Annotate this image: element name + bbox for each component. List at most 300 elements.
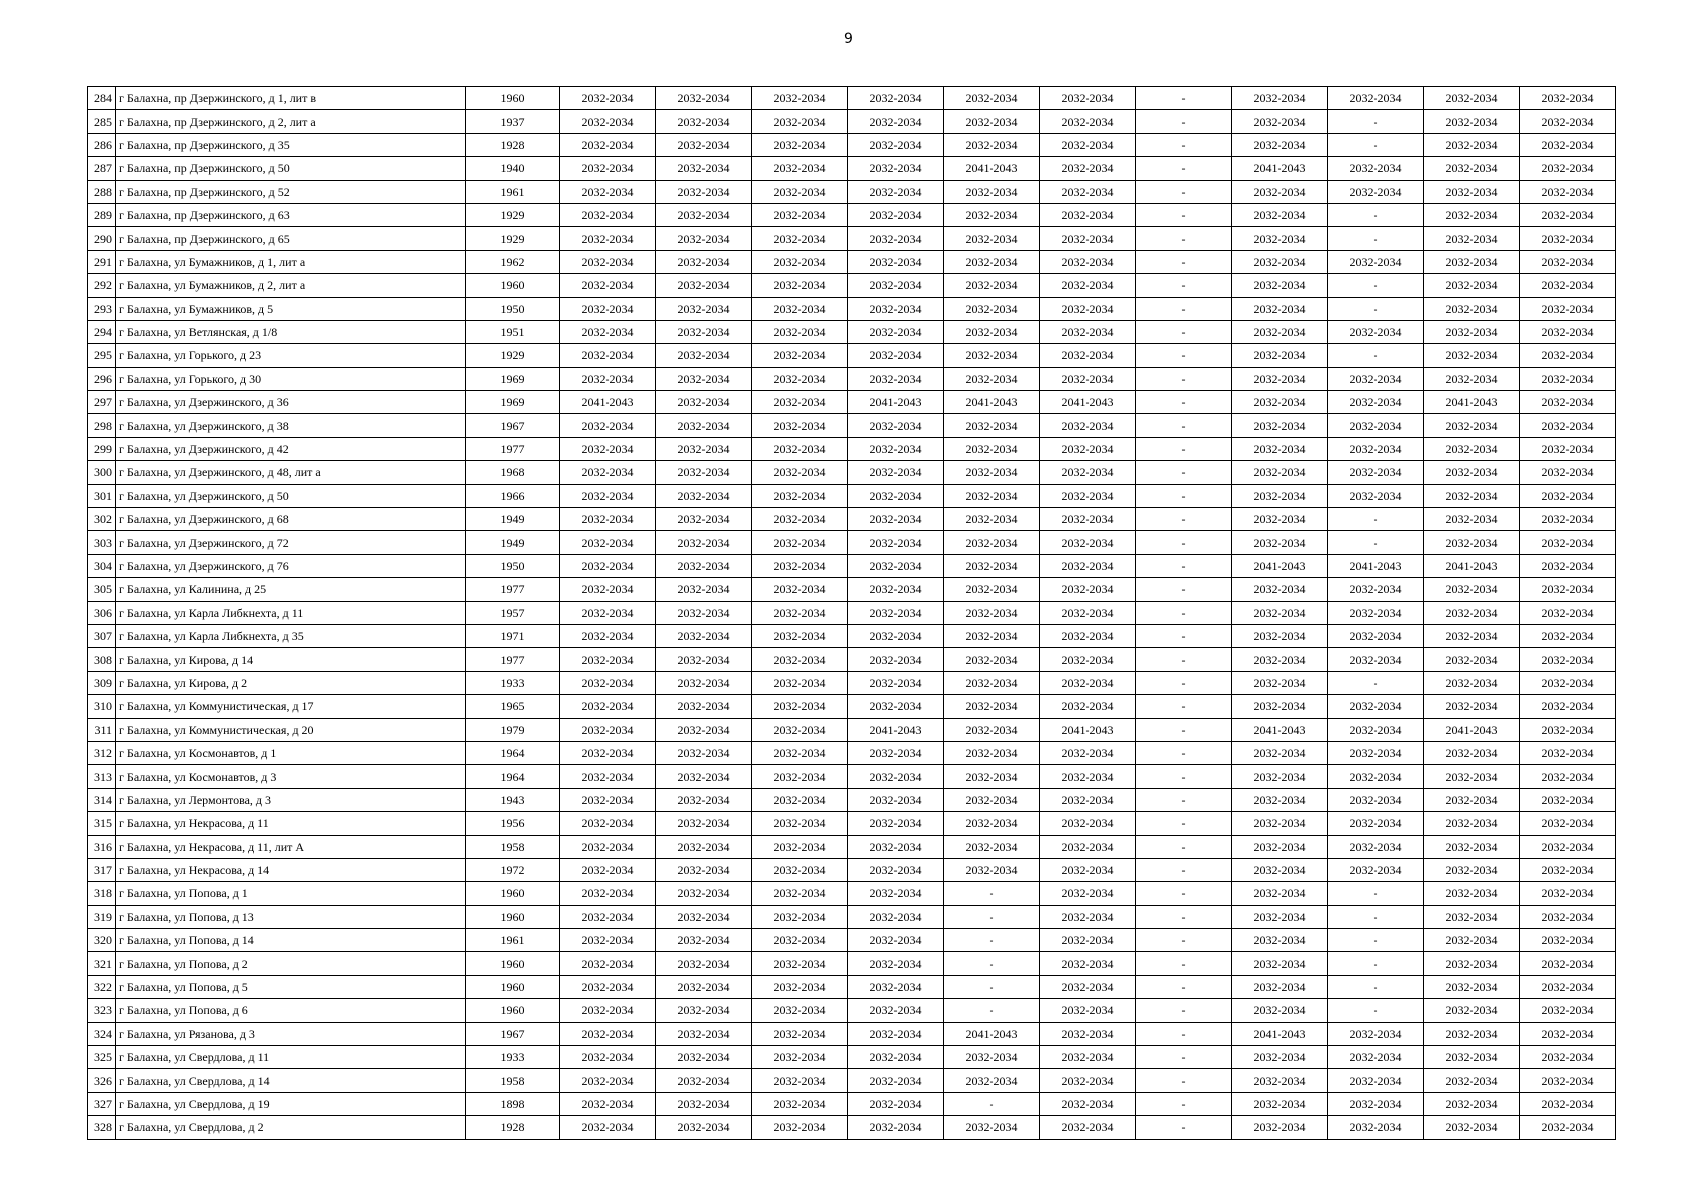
period-cell: 2032-2034 (560, 227, 656, 250)
period-cell: 2032-2034 (1328, 578, 1424, 601)
period-cell: 2032-2034 (560, 344, 656, 367)
table-row (88, 1046, 1616, 1069)
period-cell: 2032-2034 (944, 531, 1040, 554)
period-cell: - (1136, 227, 1232, 250)
period-cell: 2032-2034 (1232, 905, 1328, 928)
address-cell: г Балахна, ул Попова, д 14 (116, 929, 466, 952)
period-cell: 2032-2034 (1424, 1116, 1520, 1139)
period-cell: 2032-2034 (1232, 508, 1328, 531)
address-cell: г Балахна, ул Космонавтов, д 1 (116, 741, 466, 764)
address-cell: г Балахна, ул Рязанова, д 3 (116, 1022, 466, 1045)
address-cell: г Балахна, ул Дзержинского, д 68 (116, 508, 466, 531)
period-cell: 2032-2034 (1520, 367, 1616, 390)
period-cell: 2032-2034 (1040, 788, 1136, 811)
period-cell: - (944, 952, 1040, 975)
period-cell: 2032-2034 (1424, 671, 1520, 694)
period-cell: 2032-2034 (656, 157, 752, 180)
period-cell: - (944, 975, 1040, 998)
period-cell: 2032-2034 (1232, 1092, 1328, 1115)
period-cell: 2032-2034 (560, 1116, 656, 1139)
address-cell: г Балахна, ул Свердлова, д 19 (116, 1092, 466, 1115)
period-cell: 2032-2034 (752, 274, 848, 297)
period-cell: - (1136, 671, 1232, 694)
period-cell: - (1328, 671, 1424, 694)
period-cell: 2032-2034 (656, 227, 752, 250)
period-cell: 2032-2034 (1520, 133, 1616, 156)
period-cell: 2032-2034 (944, 367, 1040, 390)
period-cell: - (1136, 133, 1232, 156)
year-built-cell: 1967 (466, 1022, 560, 1045)
period-cell: 2032-2034 (848, 274, 944, 297)
period-cell: 2032-2034 (1232, 461, 1328, 484)
row-number-cell: 307 (88, 624, 116, 647)
period-cell: - (1136, 788, 1232, 811)
period-cell: 2032-2034 (1424, 648, 1520, 671)
period-cell: 2032-2034 (848, 414, 944, 437)
period-cell: 2032-2034 (1424, 929, 1520, 952)
row-number-cell: 302 (88, 508, 116, 531)
table-row (88, 999, 1616, 1022)
address-cell: г Балахна, пр Дзержинского, д 2, лит а (116, 110, 466, 133)
period-cell: - (1136, 250, 1232, 273)
period-cell: 2032-2034 (1328, 601, 1424, 624)
address-cell: г Балахна, ул Дзержинского, д 76 (116, 554, 466, 577)
period-cell: 2032-2034 (560, 203, 656, 226)
period-cell: 2032-2034 (1520, 391, 1616, 414)
year-built-cell: 1960 (466, 975, 560, 998)
period-cell: 2032-2034 (1520, 601, 1616, 624)
period-cell: 2032-2034 (656, 835, 752, 858)
period-cell: 2032-2034 (560, 1069, 656, 1092)
period-cell: 2032-2034 (656, 414, 752, 437)
period-cell: 2032-2034 (1520, 227, 1616, 250)
period-cell: 2032-2034 (560, 484, 656, 507)
row-number-cell: 306 (88, 601, 116, 624)
year-built-cell: 1929 (466, 203, 560, 226)
period-cell: 2032-2034 (1040, 87, 1136, 110)
period-cell: 2032-2034 (848, 601, 944, 624)
period-cell: 2032-2034 (560, 741, 656, 764)
period-cell: 2032-2034 (656, 274, 752, 297)
period-cell: 2041-2043 (1232, 1022, 1328, 1045)
period-cell: 2032-2034 (1520, 344, 1616, 367)
period-cell: - (1136, 180, 1232, 203)
period-cell: - (1328, 227, 1424, 250)
table-row (88, 297, 1616, 320)
table-row (88, 344, 1616, 367)
address-cell: г Балахна, ул Свердлова, д 2 (116, 1116, 466, 1139)
period-cell: 2032-2034 (848, 320, 944, 343)
period-cell: 2032-2034 (848, 133, 944, 156)
table-row (88, 484, 1616, 507)
period-cell: 2032-2034 (1232, 695, 1328, 718)
period-cell: 2032-2034 (1040, 461, 1136, 484)
period-cell: 2032-2034 (560, 858, 656, 881)
period-cell: 2032-2034 (1328, 648, 1424, 671)
period-cell: 2032-2034 (1520, 320, 1616, 343)
address-cell: г Балахна, пр Дзержинского, д 52 (116, 180, 466, 203)
period-cell: - (1328, 929, 1424, 952)
period-cell: 2032-2034 (1424, 812, 1520, 835)
period-cell: 2032-2034 (752, 858, 848, 881)
period-cell: 2032-2034 (1424, 765, 1520, 788)
row-number-cell: 314 (88, 788, 116, 811)
period-cell: 2032-2034 (1040, 437, 1136, 460)
address-cell: г Балахна, ул Ветлянская, д 1/8 (116, 320, 466, 343)
period-cell: 2032-2034 (1520, 765, 1616, 788)
year-built-cell: 1960 (466, 87, 560, 110)
period-cell: 2032-2034 (752, 741, 848, 764)
period-cell: 2032-2034 (1424, 952, 1520, 975)
period-cell: 2032-2034 (1520, 250, 1616, 273)
period-cell: - (1328, 203, 1424, 226)
period-cell: 2032-2034 (1328, 180, 1424, 203)
period-cell: - (944, 1092, 1040, 1115)
period-cell: 2032-2034 (752, 765, 848, 788)
table-row (88, 1092, 1616, 1115)
period-cell: - (1328, 531, 1424, 554)
period-cell: 2032-2034 (1328, 437, 1424, 460)
period-cell: 2032-2034 (1520, 297, 1616, 320)
table-row (88, 578, 1616, 601)
page-number: 9 (844, 31, 853, 47)
period-cell: 2032-2034 (944, 858, 1040, 881)
year-built-cell: 1958 (466, 835, 560, 858)
period-cell: 2032-2034 (1328, 741, 1424, 764)
period-cell: 2032-2034 (1232, 1046, 1328, 1069)
period-cell: 2032-2034 (656, 695, 752, 718)
period-cell: 2032-2034 (752, 461, 848, 484)
period-cell: 2032-2034 (848, 367, 944, 390)
period-cell: 2032-2034 (1040, 882, 1136, 905)
row-number-cell: 288 (88, 180, 116, 203)
period-cell: 2032-2034 (944, 484, 1040, 507)
period-cell: 2032-2034 (752, 578, 848, 601)
year-built-cell: 1960 (466, 882, 560, 905)
table-row (88, 765, 1616, 788)
table-row (88, 812, 1616, 835)
address-cell: г Балахна, ул Карла Либкнехта, д 11 (116, 601, 466, 624)
period-cell: 2041-2043 (1424, 391, 1520, 414)
period-cell: 2032-2034 (560, 648, 656, 671)
period-cell: - (1328, 975, 1424, 998)
address-cell: г Балахна, ул Свердлова, д 14 (116, 1069, 466, 1092)
period-cell: 2032-2034 (944, 1069, 1040, 1092)
table-row (88, 788, 1616, 811)
address-cell: г Балахна, пр Дзержинского, д 35 (116, 133, 466, 156)
period-cell: 2032-2034 (560, 157, 656, 180)
year-built-cell: 1972 (466, 858, 560, 881)
period-cell: 2032-2034 (1424, 1046, 1520, 1069)
table-row (88, 180, 1616, 203)
period-cell: - (1136, 1069, 1232, 1092)
period-cell: 2032-2034 (944, 695, 1040, 718)
period-cell: - (1136, 203, 1232, 226)
period-cell: 2032-2034 (1424, 461, 1520, 484)
period-cell: 2032-2034 (848, 157, 944, 180)
period-cell: - (1328, 882, 1424, 905)
period-cell: - (1136, 461, 1232, 484)
address-cell: г Балахна, ул Попова, д 6 (116, 999, 466, 1022)
period-cell: 2032-2034 (1520, 578, 1616, 601)
period-cell: 2032-2034 (560, 414, 656, 437)
year-built-cell: 1977 (466, 648, 560, 671)
period-cell: 2041-2043 (560, 391, 656, 414)
row-number-cell: 326 (88, 1069, 116, 1092)
period-cell: 2032-2034 (1040, 414, 1136, 437)
period-cell: 2032-2034 (1520, 1046, 1616, 1069)
period-cell: 2032-2034 (1520, 484, 1616, 507)
address-cell: г Балахна, ул Дзержинского, д 48, лит а (116, 461, 466, 484)
address-cell: г Балахна, ул Попова, д 1 (116, 882, 466, 905)
period-cell: 2032-2034 (1232, 952, 1328, 975)
period-cell: 2032-2034 (1424, 601, 1520, 624)
row-number-cell: 297 (88, 391, 116, 414)
year-built-cell: 1960 (466, 999, 560, 1022)
period-cell: - (1328, 999, 1424, 1022)
period-cell: 2032-2034 (1232, 87, 1328, 110)
table-row (88, 975, 1616, 998)
row-number-cell: 309 (88, 671, 116, 694)
period-cell: 2032-2034 (1424, 578, 1520, 601)
period-cell: 2032-2034 (1424, 695, 1520, 718)
period-cell: 2032-2034 (1328, 320, 1424, 343)
row-number-cell: 303 (88, 531, 116, 554)
period-cell: - (944, 929, 1040, 952)
period-cell: 2032-2034 (1520, 1069, 1616, 1092)
year-built-cell: 1960 (466, 905, 560, 928)
period-cell: 2032-2034 (752, 344, 848, 367)
table-row (88, 695, 1616, 718)
period-cell: - (1136, 975, 1232, 998)
row-number-cell: 301 (88, 484, 116, 507)
year-built-cell: 1958 (466, 1069, 560, 1092)
period-cell: 2032-2034 (752, 110, 848, 133)
period-cell: 2032-2034 (944, 671, 1040, 694)
period-cell: 2041-2043 (944, 391, 1040, 414)
row-number-cell: 310 (88, 695, 116, 718)
period-cell: 2032-2034 (560, 999, 656, 1022)
period-cell: 2032-2034 (1040, 741, 1136, 764)
period-cell: 2032-2034 (1424, 180, 1520, 203)
period-cell: 2032-2034 (944, 461, 1040, 484)
table-row (88, 461, 1616, 484)
table-row (88, 952, 1616, 975)
period-cell: 2032-2034 (848, 624, 944, 647)
year-built-cell: 1979 (466, 718, 560, 741)
period-cell: 2032-2034 (1424, 344, 1520, 367)
period-cell: 2032-2034 (560, 367, 656, 390)
period-cell: 2032-2034 (1424, 882, 1520, 905)
period-cell: 2032-2034 (848, 484, 944, 507)
address-cell: г Балахна, ул Некрасова, д 11, лит А (116, 835, 466, 858)
period-cell: 2032-2034 (560, 87, 656, 110)
period-cell: 2032-2034 (1520, 203, 1616, 226)
row-number-cell: 294 (88, 320, 116, 343)
period-cell: 2032-2034 (1424, 835, 1520, 858)
period-cell: 2032-2034 (944, 414, 1040, 437)
period-cell: 2032-2034 (848, 975, 944, 998)
table-row (88, 531, 1616, 554)
period-cell: 2032-2034 (848, 905, 944, 928)
period-cell: 2032-2034 (656, 391, 752, 414)
address-cell: г Балахна, ул Космонавтов, д 3 (116, 765, 466, 788)
period-cell: 2032-2034 (1424, 508, 1520, 531)
period-cell: 2032-2034 (752, 905, 848, 928)
period-cell: 2032-2034 (944, 87, 1040, 110)
period-cell: 2032-2034 (1424, 1022, 1520, 1045)
period-cell: 2032-2034 (848, 812, 944, 835)
table-row (88, 741, 1616, 764)
period-cell: 2032-2034 (1040, 157, 1136, 180)
period-cell: 2032-2034 (560, 788, 656, 811)
table-row (88, 835, 1616, 858)
period-cell: 2032-2034 (1424, 203, 1520, 226)
row-number-cell: 323 (88, 999, 116, 1022)
period-cell: 2032-2034 (656, 718, 752, 741)
period-cell: 2032-2034 (848, 741, 944, 764)
period-cell: 2032-2034 (1232, 437, 1328, 460)
period-cell: 2032-2034 (1232, 882, 1328, 905)
period-cell: 2032-2034 (656, 461, 752, 484)
period-cell: - (1136, 367, 1232, 390)
period-cell: 2032-2034 (944, 812, 1040, 835)
table-row (88, 110, 1616, 133)
period-cell: 2032-2034 (1040, 1116, 1136, 1139)
row-number-cell: 308 (88, 648, 116, 671)
row-number-cell: 321 (88, 952, 116, 975)
period-cell: 2032-2034 (1040, 1092, 1136, 1115)
period-cell: 2032-2034 (944, 344, 1040, 367)
year-built-cell: 1967 (466, 414, 560, 437)
period-cell: 2032-2034 (656, 905, 752, 928)
period-cell: 2032-2034 (1232, 1069, 1328, 1092)
period-cell: 2032-2034 (656, 1092, 752, 1115)
table-row (88, 554, 1616, 577)
period-cell: 2032-2034 (848, 1116, 944, 1139)
year-built-cell: 1929 (466, 227, 560, 250)
period-cell: 2032-2034 (1328, 414, 1424, 437)
row-number-cell: 304 (88, 554, 116, 577)
period-cell: 2032-2034 (752, 695, 848, 718)
period-cell: 2032-2034 (560, 671, 656, 694)
period-cell: 2032-2034 (1040, 110, 1136, 133)
table-row (88, 1022, 1616, 1045)
period-cell: - (1328, 297, 1424, 320)
table-row (88, 508, 1616, 531)
period-cell: 2032-2034 (656, 1069, 752, 1092)
period-cell: 2032-2034 (752, 227, 848, 250)
table-row (88, 133, 1616, 156)
year-built-cell: 1933 (466, 671, 560, 694)
table-row (88, 320, 1616, 343)
period-cell: 2032-2034 (848, 788, 944, 811)
table-row (88, 227, 1616, 250)
table-row (88, 718, 1616, 741)
row-number-cell: 287 (88, 157, 116, 180)
address-cell: г Балахна, ул Коммунистическая, д 20 (116, 718, 466, 741)
period-cell: 2032-2034 (752, 1069, 848, 1092)
period-cell: 2032-2034 (848, 695, 944, 718)
period-cell: 2032-2034 (944, 250, 1040, 273)
period-cell: 2032-2034 (752, 718, 848, 741)
period-cell: 2032-2034 (560, 882, 656, 905)
period-cell: - (944, 999, 1040, 1022)
period-cell: 2032-2034 (1040, 812, 1136, 835)
table-row (88, 648, 1616, 671)
year-built-cell: 1940 (466, 157, 560, 180)
period-cell: 2032-2034 (944, 578, 1040, 601)
period-cell: 2032-2034 (560, 601, 656, 624)
period-cell: 2032-2034 (944, 297, 1040, 320)
period-cell: 2032-2034 (1040, 975, 1136, 998)
period-cell: 2032-2034 (656, 999, 752, 1022)
period-cell: 2032-2034 (944, 765, 1040, 788)
period-cell: 2032-2034 (1040, 648, 1136, 671)
period-cell: - (1136, 484, 1232, 507)
period-cell: 2032-2034 (752, 554, 848, 577)
period-cell: 2032-2034 (1424, 1069, 1520, 1092)
period-cell: 2032-2034 (944, 1046, 1040, 1069)
period-cell: 2041-2043 (1232, 554, 1328, 577)
period-cell: - (944, 905, 1040, 928)
row-number-cell: 293 (88, 297, 116, 320)
period-cell: 2032-2034 (1424, 858, 1520, 881)
period-cell: 2041-2043 (1232, 718, 1328, 741)
period-cell: 2032-2034 (1520, 274, 1616, 297)
address-cell: г Балахна, ул Дзержинского, д 38 (116, 414, 466, 437)
period-cell: 2032-2034 (1328, 461, 1424, 484)
period-cell: - (1136, 929, 1232, 952)
year-built-cell: 1928 (466, 1116, 560, 1139)
period-cell: 2032-2034 (752, 624, 848, 647)
period-cell: 2032-2034 (560, 133, 656, 156)
year-built-cell: 1957 (466, 601, 560, 624)
period-cell: 2032-2034 (752, 297, 848, 320)
period-cell: - (1328, 274, 1424, 297)
year-built-cell: 1949 (466, 531, 560, 554)
period-cell: 2041-2043 (944, 1022, 1040, 1045)
period-cell: 2032-2034 (1520, 718, 1616, 741)
period-cell: 2032-2034 (656, 1046, 752, 1069)
period-cell: 2032-2034 (944, 788, 1040, 811)
period-cell: - (1136, 320, 1232, 343)
year-built-cell: 1929 (466, 344, 560, 367)
period-cell: 2032-2034 (1040, 367, 1136, 390)
year-built-cell: 1962 (466, 250, 560, 273)
period-cell: 2032-2034 (560, 812, 656, 835)
period-cell: 2032-2034 (656, 1116, 752, 1139)
row-number-cell: 312 (88, 741, 116, 764)
period-cell: 2041-2043 (1424, 554, 1520, 577)
period-cell: 2032-2034 (1424, 975, 1520, 998)
period-cell: 2041-2043 (1040, 718, 1136, 741)
period-cell: 2032-2034 (1424, 133, 1520, 156)
period-cell: 2032-2034 (656, 671, 752, 694)
period-cell: 2032-2034 (848, 929, 944, 952)
period-cell: 2032-2034 (1424, 484, 1520, 507)
period-cell: - (1136, 297, 1232, 320)
period-cell: 2032-2034 (752, 1046, 848, 1069)
period-cell: 2032-2034 (560, 461, 656, 484)
period-cell: 2032-2034 (1040, 624, 1136, 647)
period-cell: 2032-2034 (1040, 601, 1136, 624)
period-cell: 2032-2034 (656, 133, 752, 156)
period-cell: - (1328, 952, 1424, 975)
year-built-cell: 1950 (466, 554, 560, 577)
period-cell: 2032-2034 (656, 788, 752, 811)
period-cell: - (1136, 508, 1232, 531)
